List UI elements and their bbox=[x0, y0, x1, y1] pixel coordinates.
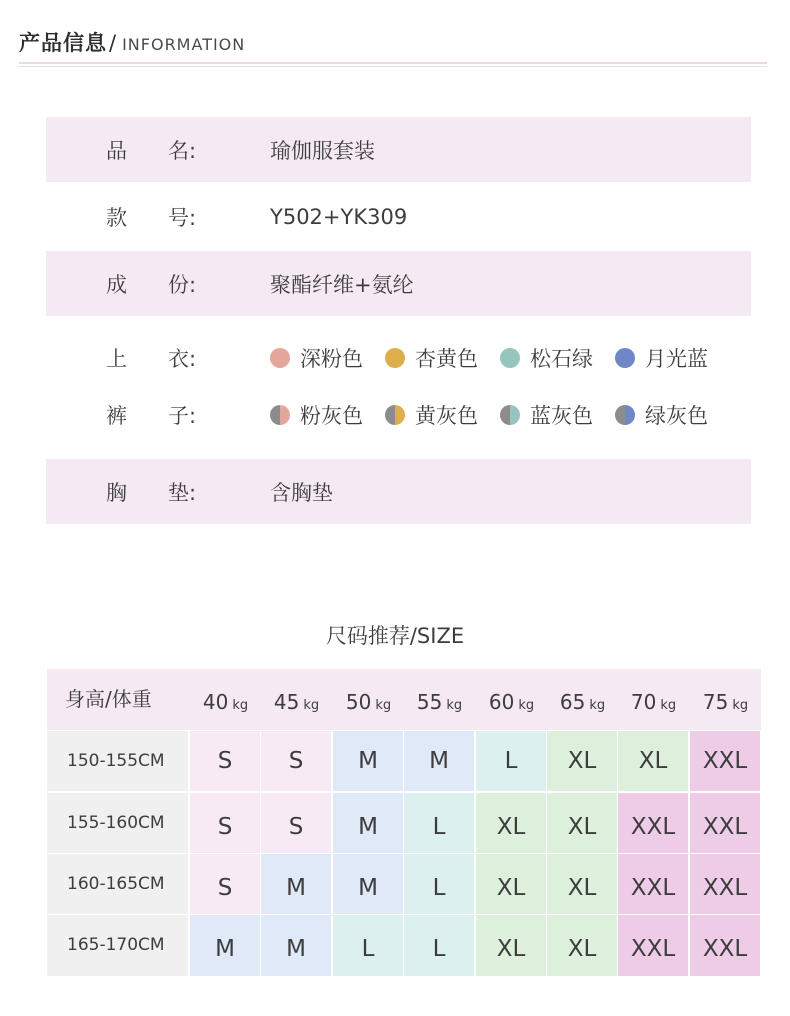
value-name: 瑜伽服套装 bbox=[270, 138, 375, 163]
value-model: Y502+YK309 bbox=[270, 204, 408, 229]
weight-value: 65 bbox=[559, 690, 586, 714]
weight-unit: kg bbox=[303, 698, 320, 713]
label-char-1: 胸 bbox=[106, 480, 127, 505]
weight-unit: kg bbox=[518, 698, 535, 713]
top-color-option bbox=[385, 343, 478, 373]
size-cell: M bbox=[333, 731, 404, 792]
size-cell: M bbox=[333, 854, 404, 915]
section-header bbox=[19, 26, 245, 58]
label-char-1: 成 bbox=[106, 272, 127, 297]
header-slash: / bbox=[109, 31, 117, 55]
info-row-top-colors bbox=[46, 334, 751, 382]
weight-unit: kg bbox=[375, 698, 392, 713]
size-cell: XXL bbox=[690, 915, 761, 976]
weight-value: 45 bbox=[273, 690, 300, 714]
weight-unit: kg bbox=[660, 698, 677, 713]
label-char-1: 裤 bbox=[106, 404, 127, 428]
color-swatch-dot bbox=[500, 405, 520, 425]
header-divider bbox=[19, 62, 767, 64]
size-cell: XXL bbox=[618, 854, 689, 915]
height-range: 165-170CM bbox=[47, 915, 189, 976]
weight-header bbox=[333, 669, 404, 730]
size-cell: XL bbox=[618, 731, 689, 792]
color-name: 深粉色 bbox=[300, 347, 363, 371]
label-char-2: 名: bbox=[168, 138, 197, 163]
size-cell: S bbox=[190, 793, 261, 854]
weight-header bbox=[261, 669, 332, 730]
weight-header bbox=[404, 669, 475, 730]
size-cell: M bbox=[261, 915, 332, 976]
size-cell: XL bbox=[476, 793, 547, 854]
label-name bbox=[106, 135, 206, 165]
weight-value: 55 bbox=[416, 690, 443, 714]
size-table-row bbox=[47, 793, 761, 854]
pants-color-option bbox=[385, 400, 478, 430]
label-char-1: 品 bbox=[106, 138, 127, 163]
size-cell: S bbox=[261, 793, 332, 854]
label-pants bbox=[106, 400, 206, 430]
size-cell: L bbox=[476, 731, 547, 792]
size-table-corner: 身高/体重 bbox=[65, 687, 152, 711]
size-table-header bbox=[47, 669, 761, 730]
header-title-cn: 产品信息 bbox=[19, 31, 107, 55]
height-range: 155-160CM bbox=[47, 793, 189, 854]
size-cell: L bbox=[404, 793, 475, 854]
top-color-list bbox=[270, 343, 730, 373]
size-cell: XL bbox=[547, 793, 618, 854]
size-cell: M bbox=[404, 731, 475, 792]
label-top bbox=[106, 343, 206, 373]
top-color-option bbox=[270, 343, 363, 373]
color-swatch-dot bbox=[615, 405, 635, 425]
size-cell: XL bbox=[547, 854, 618, 915]
label-char-2: 份: bbox=[168, 272, 197, 297]
color-name: 杏黄色 bbox=[415, 347, 478, 371]
size-cell: M bbox=[190, 915, 261, 976]
header-divider-thin bbox=[19, 66, 767, 67]
size-cell: L bbox=[333, 915, 404, 976]
weight-value: 60 bbox=[488, 690, 515, 714]
weight-unit: kg bbox=[732, 698, 749, 713]
weight-value: 50 bbox=[345, 690, 372, 714]
info-row-pad bbox=[46, 459, 751, 524]
size-table-row bbox=[47, 731, 761, 792]
color-swatch-dot bbox=[385, 405, 405, 425]
color-swatch-dot bbox=[615, 348, 635, 368]
size-cell: XXL bbox=[618, 793, 689, 854]
top-color-option bbox=[615, 343, 708, 373]
color-swatch-dot bbox=[385, 348, 405, 368]
color-name: 粉灰色 bbox=[300, 404, 363, 428]
color-swatch-dot bbox=[500, 348, 520, 368]
label-fabric bbox=[106, 269, 206, 299]
pants-color-option bbox=[615, 400, 708, 430]
size-cell: XL bbox=[547, 915, 618, 976]
size-cell: S bbox=[190, 731, 261, 792]
size-cell: XL bbox=[476, 915, 547, 976]
weight-header bbox=[190, 669, 261, 730]
size-cell: S bbox=[261, 731, 332, 792]
size-section-title: 尺码推荐/SIZE bbox=[325, 624, 465, 648]
label-char-2: 衣: bbox=[168, 347, 197, 371]
top-color-option bbox=[500, 343, 593, 373]
weight-value: 40 bbox=[202, 690, 229, 714]
label-pad bbox=[106, 477, 206, 507]
weight-header bbox=[476, 669, 547, 730]
size-cell: XXL bbox=[690, 854, 761, 915]
size-cell: S bbox=[190, 854, 261, 915]
size-table-row bbox=[47, 854, 761, 915]
weight-unit: kg bbox=[232, 698, 249, 713]
size-cell: L bbox=[404, 854, 475, 915]
label-char-1: 款 bbox=[106, 205, 127, 230]
info-row-pants-colors bbox=[46, 391, 751, 439]
pants-color-option bbox=[270, 400, 363, 430]
color-name: 松石绿 bbox=[530, 347, 593, 371]
color-name: 黄灰色 bbox=[415, 404, 478, 428]
height-range: 160-165CM bbox=[47, 854, 189, 915]
size-cell: XXL bbox=[690, 793, 761, 854]
header-title-en: INFORMATION bbox=[122, 35, 246, 54]
weight-value: 75 bbox=[702, 690, 729, 714]
pants-color-option bbox=[500, 400, 593, 430]
info-row-model bbox=[46, 184, 751, 249]
pants-color-list bbox=[270, 400, 730, 430]
size-cell: M bbox=[333, 793, 404, 854]
weight-header bbox=[690, 669, 761, 730]
info-row-name bbox=[46, 117, 751, 182]
size-table-row bbox=[47, 915, 761, 976]
size-cell: XL bbox=[476, 854, 547, 915]
color-swatch-dot bbox=[270, 348, 290, 368]
size-cell: XXL bbox=[690, 731, 761, 792]
label-char-2: 垫: bbox=[168, 480, 197, 505]
weight-value: 70 bbox=[630, 690, 657, 714]
size-cell: XL bbox=[547, 731, 618, 792]
color-swatch-dot bbox=[270, 405, 290, 425]
size-cell: M bbox=[261, 854, 332, 915]
color-name: 月光蓝 bbox=[645, 347, 708, 371]
size-cell: XXL bbox=[618, 915, 689, 976]
weight-header bbox=[618, 669, 689, 730]
weight-unit: kg bbox=[589, 698, 606, 713]
label-char-2: 号: bbox=[168, 205, 197, 230]
height-range: 150-155CM bbox=[47, 731, 189, 792]
value-fabric: 聚酯纤维+氨纶 bbox=[270, 272, 414, 297]
value-pad: 含胸垫 bbox=[270, 480, 333, 505]
color-name: 绿灰色 bbox=[645, 404, 708, 428]
color-name: 蓝灰色 bbox=[530, 404, 593, 428]
weight-unit: kg bbox=[446, 698, 463, 713]
label-char-2: 子: bbox=[168, 404, 197, 428]
info-row-fabric bbox=[46, 251, 751, 316]
label-char-1: 上 bbox=[106, 347, 127, 371]
weight-header bbox=[547, 669, 618, 730]
label-model bbox=[106, 202, 206, 232]
size-cell: L bbox=[404, 915, 475, 976]
